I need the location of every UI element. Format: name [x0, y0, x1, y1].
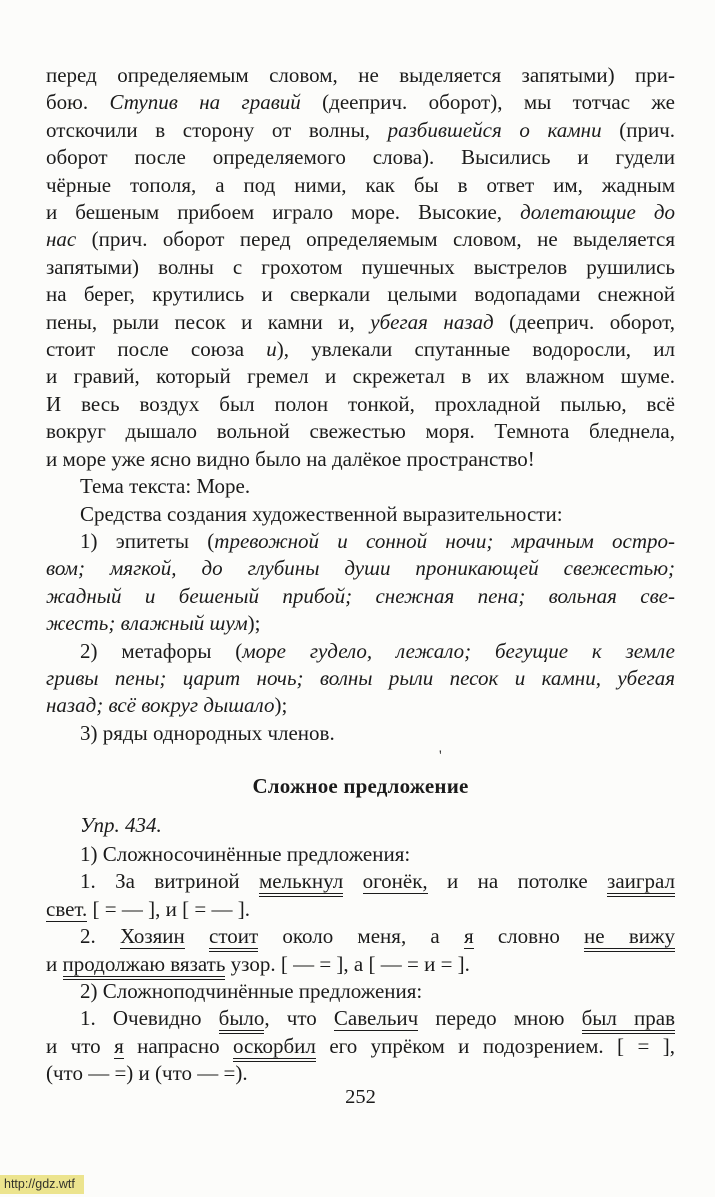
text-run: и что: [46, 1033, 115, 1058]
text-line: [46, 896, 675, 923]
text-line: [46, 254, 675, 281]
text-run: оскорбил: [233, 1034, 316, 1062]
text-line: [46, 610, 675, 637]
text-run: гривы пены; царит ночь; волны рыли песок и камни, убегая: [46, 665, 675, 690]
text-run: 2) Сложноподчинённые предложения:: [80, 979, 423, 1003]
text-run: пены, рыли песок и камни и,: [46, 309, 371, 334]
text-run: на берег, крутились и сверкали целыми водопадами снежной: [46, 282, 675, 307]
text-run: и море уже ясно видно было на далёкое пространство!: [46, 446, 535, 471]
text-run: около меня, а: [258, 924, 464, 949]
text-run: (дееприч. оборот), мы тотчас же: [300, 90, 675, 115]
text-line: [46, 89, 675, 116]
text-run: И весь воздух был полон тонкой, прохладной пылью, всё: [46, 391, 675, 416]
page-number: 252: [345, 1086, 376, 1108]
scan-artifact-mark: ': [439, 748, 442, 764]
text-line: [46, 1005, 675, 1032]
watermark-url: http://gdz.wtf: [0, 1175, 84, 1194]
exercise-label: [46, 812, 675, 839]
text-run: разбившейся о камни: [387, 117, 602, 142]
text-line: [46, 172, 675, 199]
text-run: не вижу: [584, 924, 675, 952]
section-heading: [46, 773, 675, 800]
text-line: [46, 418, 675, 445]
text-line: [46, 199, 675, 226]
text-line: [46, 144, 675, 171]
text-run: огонёк,: [362, 869, 428, 894]
text-run: и бешеным прибоем играло море. Высокие,: [46, 200, 521, 225]
text-run: чёрные тополя, а под ними, как бы в ответ им, жадным: [46, 172, 675, 197]
text-run: (дееприч. оборот,: [493, 309, 675, 334]
text-run: мелькнул: [259, 869, 343, 897]
text-run: жадный и бешеный прибой; снежная пена; вольная све-: [46, 583, 675, 608]
text-run: и: [46, 951, 63, 976]
text-run: жесть; влажный шум: [46, 611, 248, 636]
text-run: был прав: [582, 1006, 675, 1034]
text-line: [46, 638, 675, 665]
text-run: [ = — ], и [ = — ].: [87, 896, 250, 921]
text-line: [46, 501, 675, 528]
text-run: убегая назад: [370, 309, 494, 334]
text-line: [46, 1033, 675, 1060]
text-run: и на потолке: [427, 869, 608, 894]
text-line: [46, 841, 675, 868]
text-line: [46, 923, 675, 950]
text-line: [46, 555, 675, 582]
text-line: [46, 446, 675, 473]
text-run: стоит: [209, 924, 258, 952]
text-run: я: [463, 924, 474, 949]
text-run: Хозяин: [119, 924, 185, 949]
text-run: стоит после союза: [46, 337, 267, 362]
text-run: Упр. 434.: [80, 812, 162, 837]
text-run: 2) метафоры (: [80, 638, 243, 663]
text-run: );: [247, 611, 261, 636]
text-line: [46, 226, 675, 253]
text-run: , что: [264, 1006, 334, 1031]
text-line: [46, 363, 675, 390]
text-run: было: [219, 1006, 265, 1034]
text-run: заиграл: [607, 869, 675, 897]
text-run: и гравий, который гремел и скрежетал в их влажном шуме.: [46, 364, 675, 389]
text-run: я: [114, 1033, 124, 1058]
text-line: [46, 336, 675, 363]
text-run: долетающие до: [520, 200, 675, 225]
text-line: [46, 1060, 675, 1087]
text-line: [46, 309, 675, 336]
text-run: 1. Очевидно: [80, 1006, 219, 1031]
text-run: и: [266, 337, 277, 362]
text-line: [46, 117, 675, 144]
text-run: [343, 869, 362, 893]
text-run: (прич.: [601, 117, 676, 142]
text-run: Савельич: [333, 1006, 419, 1031]
text-run: отскочили в сторону от волны,: [46, 117, 388, 142]
text-run: передо мною: [418, 1006, 582, 1031]
text-run: нас: [46, 227, 77, 252]
text-run: 1) эпитеты (: [80, 528, 215, 553]
text-run: 1. За витриной: [80, 869, 260, 894]
text-run: свет.: [46, 896, 88, 921]
text-run: назад; всё вокруг дышало: [46, 693, 275, 718]
text-line: [46, 391, 675, 418]
text-line: [46, 583, 675, 610]
text-run: ), увлекали спутанные водоросли, ил: [276, 337, 675, 362]
text-run: (прич. оборот перед определяемым словом, не выделяется: [76, 227, 675, 252]
text-run: );: [274, 693, 288, 718]
text-run: Сложное предложение: [252, 774, 469, 799]
text-run: тревожной и сонной ночи; мрачным остро-: [214, 528, 675, 553]
text-line: [46, 665, 675, 692]
text-run: Ступив на гравий: [109, 90, 301, 115]
text-line: [46, 281, 675, 308]
text-run: Тема текста: Море.: [80, 474, 251, 499]
text-run: 1) Сложносочинённые предложения:: [80, 841, 411, 866]
text-run: перед определяемым словом, не выделяется запятыми) при-: [46, 63, 675, 87]
text-run: напрасно: [123, 1033, 233, 1058]
text-run: Средства создания художественной выразительности:: [80, 501, 563, 526]
text-run: 2.: [80, 924, 120, 949]
text-line: [46, 720, 675, 747]
text-line: [46, 868, 675, 895]
text-run: 3) ряды однородных членов.: [80, 720, 335, 745]
text-run: (что — =) и (что — =).: [46, 1061, 248, 1086]
text-run: запятыми) волны с грохотом пушечных выстрелов рушились: [46, 254, 675, 279]
text-line: [46, 62, 675, 89]
text-line: [46, 528, 675, 555]
text-line: [46, 951, 675, 978]
text-run: бою.: [46, 90, 110, 115]
text-run: узор. [ — = ], а [ — = и = ].: [225, 951, 470, 976]
text-line: [46, 692, 675, 719]
text-run: море гудело, лежало; бегущие к земле: [242, 638, 675, 663]
text-line: [46, 978, 675, 1005]
text-run: продолжаю вязать: [63, 952, 226, 980]
text-run: его упрёком и подозрением. [ = ],: [315, 1033, 675, 1058]
page-text: [46, 62, 675, 1088]
text-line: [46, 473, 675, 500]
text-run: [185, 924, 209, 948]
text-run: вом; мягкой, до глубины души проникающей свежестью;: [46, 556, 675, 581]
text-run: словно: [473, 924, 585, 949]
text-run: вокруг дышало вольной свежестью моря. Темнота бледнела,: [46, 419, 675, 444]
text-run: оборот после определяемого слова). Высились и гудели: [46, 145, 675, 170]
